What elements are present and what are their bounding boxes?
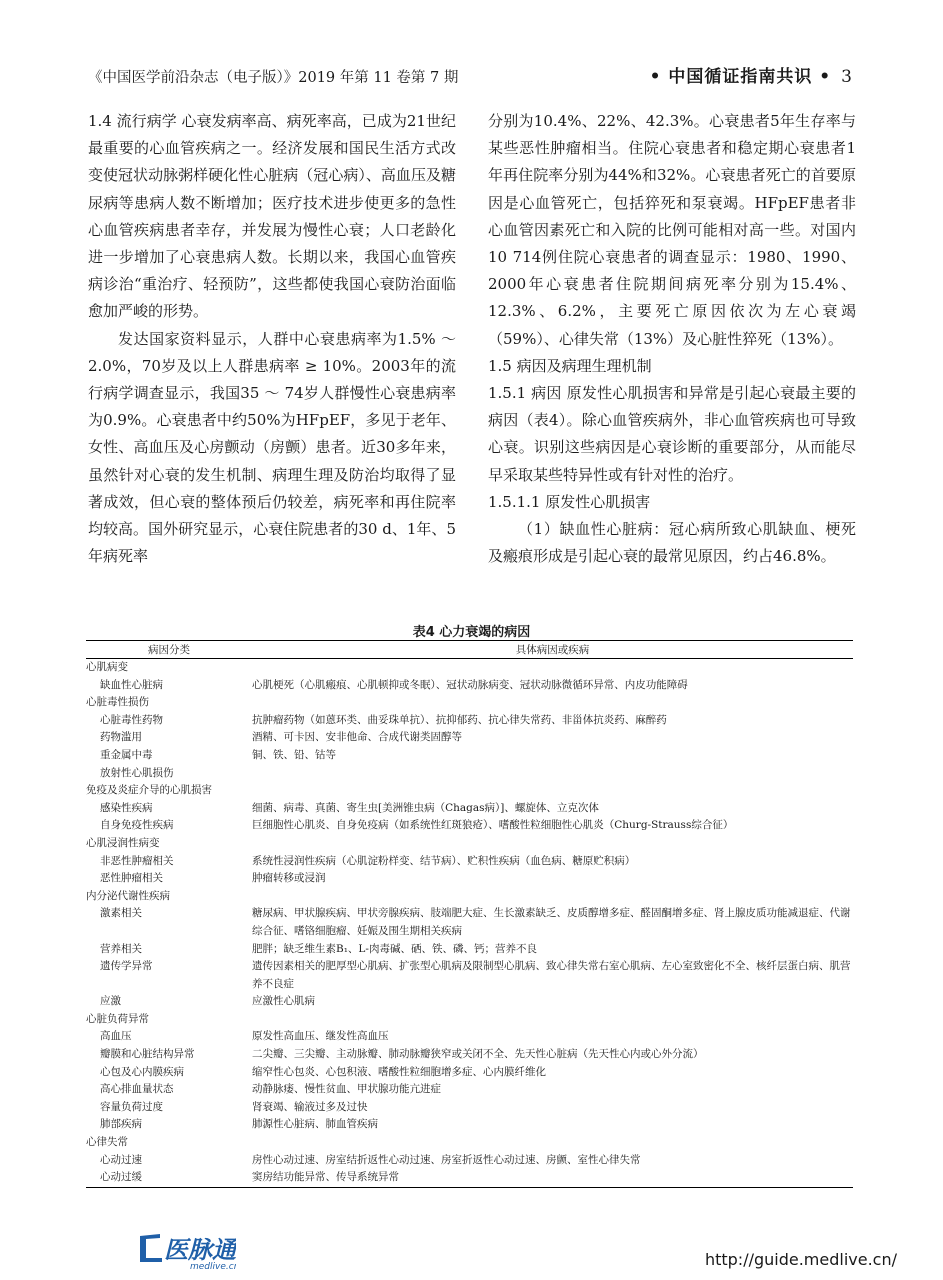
- paragraph: 1.5 病因及病理生理机制: [488, 356, 652, 375]
- table-row: [86, 782, 853, 800]
- table-cell-subcategory: 非恶性肿瘤相关: [100, 854, 174, 867]
- journal-header: 《中国医学前沿杂志（电子版）》2019 年第 11 卷第 7 期: [88, 70, 459, 86]
- table-cell-detail: 心肌梗死（心肌瘢痕、心肌顿抑或冬眠）、冠状动脉病变、冠状动脉微循环异常、内皮功能障碍: [252, 678, 688, 691]
- table-row: [86, 800, 853, 818]
- table-cell-subcategory: 遗传学异常: [100, 960, 153, 973]
- table-row: [86, 941, 853, 959]
- table-cell-category: 心律失常: [86, 1136, 128, 1149]
- table-cell-detail: [252, 782, 853, 800]
- table-cell-detail: [252, 1011, 853, 1029]
- paragraph: 1.4 流行病学 心衰发病率高、病死率高，已成为21世纪最重要的心血管疾病之一。经济发展和国民生活方式改变使冠状动脉粥样硬化性心脏病（冠心病）、高血压及糖尿病等患病人数不断增加；医疗技术进步使更多的急性心血管疾病患者幸存，并发展为慢性心衰；人口老龄化进一步增加了心衰患病人数。长期以来，我国心血管疾病诊治“重治疗、轻预防”，这些都使我国心衰防治面临愈加严峻的形势。: [88, 112, 456, 321]
- table-cell-subcategory: 药物滥用: [100, 731, 142, 744]
- paragraph: 发达国家资料显示，人群中心衰患病率为1.5% ～ 2.0%，70岁及以上人群患病率 ≥ 10%。2003年的流行病学调查显示，我国35 ～ 74岁人群慢性心衰患病率为0.9%。心衰患者中约50%为HFpEF，多见于老年、女性、高血压及心房颤动（房颤）患者。近30多年来，虽然针对心衰的发生机制、病理生理及防治均取得了显著成效，但心衰的整体预后仍较差，病死率和再住院率均较高。国外研究显示，心衰住院患者的30 d、1年、5年病死率: [88, 329, 456, 566]
- table-row: [86, 712, 853, 730]
- etiology-table: [86, 640, 853, 1188]
- table-cell-category: 心肌病变: [86, 661, 128, 673]
- medlive-logo-graphic: [136, 1228, 236, 1272]
- table-row: [86, 835, 853, 853]
- table-cell-detail: 系统性浸润性疾病（心肌淀粉样变、结节病）、贮积性疾病（血色病、糖原贮积病）: [252, 854, 636, 867]
- paragraph: 1.5.1.1 原发性心肌损害: [488, 492, 651, 511]
- table-row: [86, 1116, 853, 1134]
- page-number: 3: [841, 67, 853, 87]
- table-row: [86, 1152, 853, 1170]
- logo-text: 医脉通: [164, 1236, 236, 1264]
- table-cell-detail: [252, 765, 853, 783]
- table-cell-detail: 原发性高血压、继发性高血压: [252, 1030, 389, 1043]
- logo-mark-shape: [140, 1234, 162, 1262]
- table-cell-detail: 房性心动过速、房室结折返性心动过速、房室折返性心动过速、房颤、室性心律失常: [252, 1153, 641, 1166]
- table-row: [86, 765, 853, 783]
- table-cell-detail: 酒精、可卡因、安非他命、合成代谢类固醇等: [252, 731, 462, 744]
- table-cell-detail: [252, 694, 853, 712]
- table-cell-detail: 肿瘤转移或浸润: [252, 872, 326, 885]
- paragraph: 分别为10.4%、22%、42.3%。心衰患者5年生存率与某些恶性肿瘤相当。住院心衰患者和稳定期心衰患者1年再住院率分别为44%和32%。心衰患者死亡的首要原因是心血管死亡，包括猝死和泵衰竭。HFpEF患者非心血管因素死亡和入院的比例可能相对高一些。对国内10 714例住院心衰患者的调查显示：1980、1990、2000年心衰患者住院期间病死率分别为15.4%、12.3%、6.2%，主要死亡原因依次为左心衰竭（59%）、心律失常（13%）及心脏性猝死（13%）。: [488, 112, 856, 348]
- table-cell-category: 心脏毒性损伤: [86, 696, 149, 709]
- table-row: [86, 694, 853, 712]
- table-row: [86, 1064, 853, 1082]
- table-cell-subcategory: 容量负荷过度: [100, 1100, 163, 1113]
- right-column: [488, 108, 856, 570]
- table-cell-subcategory: 激素相关: [100, 907, 142, 920]
- table-header-detail: 具体病因或疾病: [515, 644, 590, 656]
- table-cell-detail: 铜、铁、铅、钴等: [252, 748, 336, 761]
- table-row: [86, 1169, 853, 1187]
- paragraph: 1.5.1 病因 原发性心肌损害和异常是引起心衰最主要的病因（表4）。除心血管疾病外，非心血管疾病也可导致心衰。识别这些病因是心衰诊断的重要部分，从而能尽早采取某些特异性或有针对性的治疗。: [488, 384, 856, 484]
- table-cell-category: 免疫及炎症介导的心肌损害: [86, 784, 212, 797]
- table-cell-subcategory: 肺部疾病: [100, 1118, 142, 1131]
- table-row: [86, 888, 853, 906]
- table-cell-detail: 抗肿瘤药物（如蒽环类、曲妥珠单抗）、抗抑郁药、抗心律失常药、非甾体抗炎药、麻醉药: [252, 713, 667, 726]
- table-cell-subcategory: 心包及心内膜疾病: [100, 1065, 184, 1078]
- table-row: [86, 747, 853, 765]
- table-cell-subcategory: 营养相关: [100, 942, 142, 955]
- table-row: [86, 958, 853, 993]
- table-header-category: 病因分类: [148, 644, 190, 656]
- table-row: [86, 1028, 853, 1046]
- table-row: [86, 993, 853, 1011]
- table-cell-subcategory: 感染性疾病: [100, 801, 153, 814]
- table-cell-detail: 二尖瓣、三尖瓣、主动脉瓣、肺动脉瓣狭窄或关闭不全、先天性心脏病（先天性心内或心外分流）: [252, 1048, 704, 1061]
- table-row: [86, 817, 853, 835]
- table-cell-subcategory: 恶性肿瘤相关: [100, 872, 163, 885]
- table-cell-detail: 缩窄性心包炎、心包积液、嗜酸性粒细胞增多症、心内膜纤维化: [252, 1065, 546, 1078]
- table-cell-detail: 肺源性心脏病、肺血管疾病: [252, 1118, 378, 1131]
- table-cell-subcategory: 缺血性心脏病: [100, 678, 163, 691]
- table-cell-subcategory: 高血压: [100, 1030, 132, 1043]
- table-row: [86, 1046, 853, 1064]
- table-cell-detail: 肥胖；缺乏维生素B₁、L-肉毒碱、硒、铁、磷、钙；营养不良: [252, 942, 537, 955]
- table-row: [86, 1011, 853, 1029]
- table-cell-detail: [252, 1134, 853, 1152]
- table-cell-detail: 肾衰竭、输液过多及过快: [252, 1100, 368, 1113]
- table-row: [86, 659, 853, 677]
- table-cell-category: 心脏负荷异常: [86, 1012, 149, 1025]
- logo-sub-text: medlive.cn: [190, 1262, 236, 1272]
- medlive-logo: [136, 1228, 236, 1276]
- table-cell-subcategory: 应激: [100, 995, 121, 1008]
- table-cell-subcategory: 心动过速: [100, 1153, 142, 1166]
- table-cell-detail: 动静脉瘘、慢性贫血、甲状腺功能亢进症: [252, 1083, 441, 1096]
- table-cell-detail: 应激性心肌病: [252, 995, 315, 1008]
- table-cell-subcategory: 瓣膜和心脏结构异常: [100, 1048, 195, 1061]
- table-cell-detail: 巨细胞性心肌炎、自身免疫病（如系统性红斑狼疮）、嗜酸性粒细胞性心肌炎（Churg-Strauss综合征）: [252, 819, 734, 832]
- table-row: [86, 870, 853, 888]
- table-row: [86, 1134, 853, 1152]
- table-cell-detail: [252, 659, 853, 677]
- table-cell-detail: 窦房结功能异常、传导系统异常: [252, 1171, 399, 1184]
- table-cell-subcategory: 心脏毒性药物: [100, 713, 163, 726]
- table-cell-subcategory: 高心排血量状态: [100, 1083, 174, 1096]
- table-cell-detail: 糖尿病、甲状腺疾病、甲状旁腺疾病、肢端肥大症、生长激素缺乏、皮质醇增多症、醛固酮增多症、肾上腺皮质功能减退症、代谢综合征、嗜铬细胞瘤、妊娠及围生期相关疾病: [252, 907, 851, 937]
- section-title: • 中国循证指南共识 •: [649, 67, 832, 87]
- table-cell-subcategory: 重金属中毒: [100, 748, 153, 761]
- table-caption: 表4 心力衰竭的病因: [412, 625, 531, 640]
- table-cell-subcategory: 放射性心肌损伤: [100, 766, 174, 779]
- footer-url-link[interactable]: http://guide.medlive.cn/: [704, 1250, 897, 1269]
- table-cell-category: 心肌浸润性病变: [86, 836, 160, 849]
- table-cell-detail: [252, 835, 853, 853]
- table-row: [86, 853, 853, 871]
- table-row: [86, 1099, 853, 1117]
- paragraph: （1）缺血性心脏病：冠心病所致心肌缺血、梗死及瘢痕形成是引起心衰的最常见原因，约占46.8%。: [488, 520, 856, 566]
- table-cell-subcategory: 自身免疫性疾病: [100, 819, 174, 832]
- table-cell-detail: [252, 888, 853, 906]
- table-cell-detail: 细菌、病毒、真菌、寄生虫[美洲锥虫病（Chagas病）]、螺旋体、立克次体: [252, 801, 599, 814]
- table-cell-subcategory: 心动过缓: [100, 1171, 142, 1184]
- table-row: [86, 729, 853, 747]
- table-cell-detail: 遗传因素相关的肥厚型心肌病、扩张型心肌病及限制型心肌病、致心律失常右室心肌病、左心室致密化不全、核纤层蛋白病、肌营养不良症: [252, 960, 851, 990]
- table-row: [86, 905, 853, 940]
- table-header-row: [86, 641, 853, 659]
- table-row: [86, 1081, 853, 1099]
- table-cell-category: 内分泌代谢性疾病: [86, 889, 170, 902]
- section-header: [650, 62, 853, 87]
- left-column: [88, 108, 456, 570]
- table-row: [86, 677, 853, 695]
